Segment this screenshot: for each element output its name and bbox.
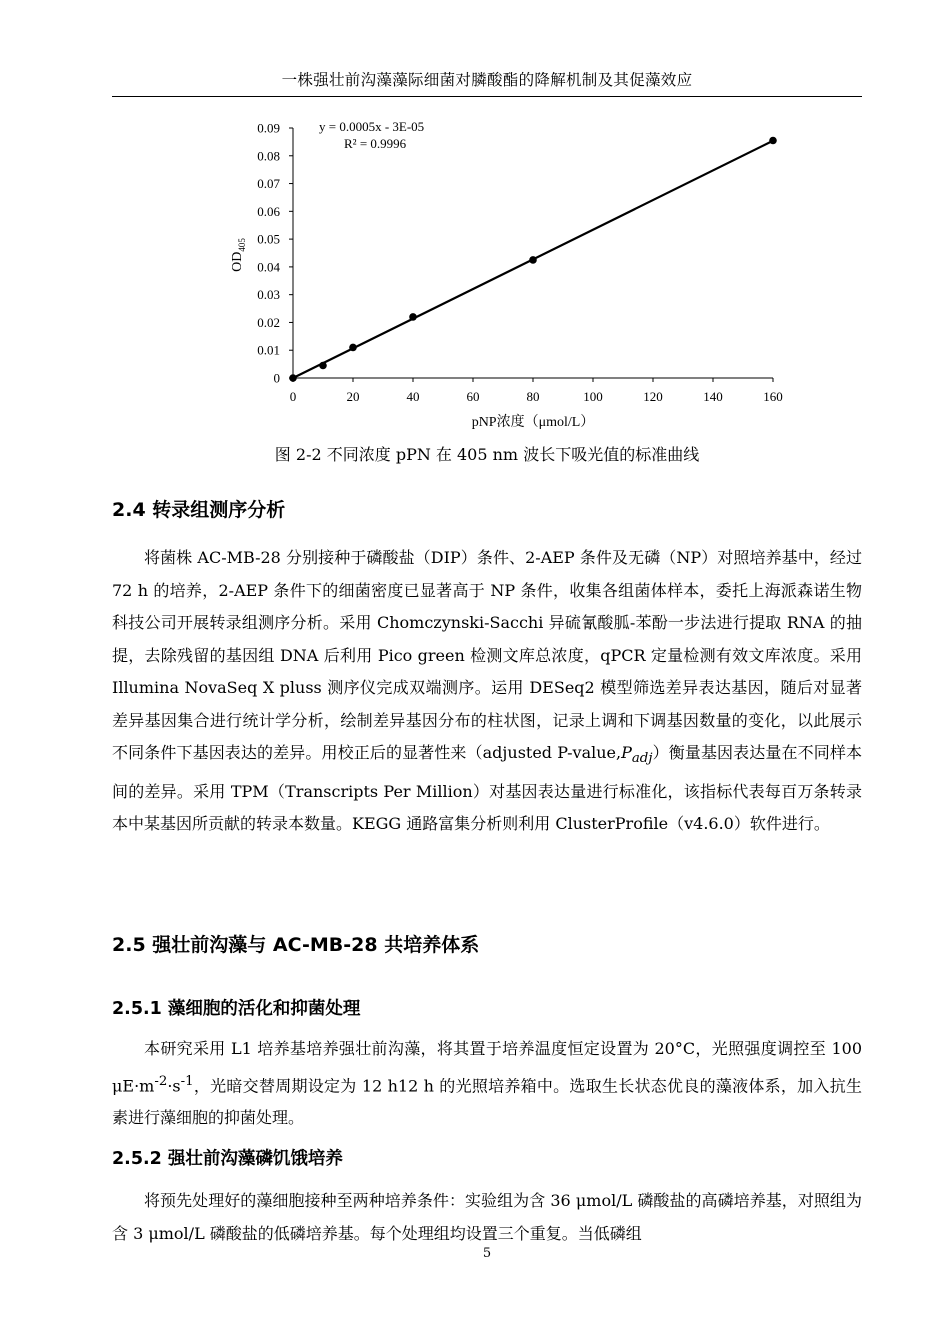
section-heading-2-5-2: 2.5.2 强壮前沟藻磷饥饿培养 — [112, 1149, 343, 1169]
data-point — [349, 344, 357, 352]
standard-curve-chart — [0, 100, 950, 435]
section-heading-2-5-1: 2.5.1 藻细胞的活化和抑菌处理 — [112, 999, 361, 1019]
x-tick-label: 160 — [763, 389, 783, 404]
y-tick-label: 0.03 — [257, 287, 280, 303]
y-tick-label: 0.04 — [257, 259, 280, 275]
x-tick-label: 60 — [466, 389, 480, 404]
x-tick-label: 120 — [643, 389, 663, 404]
data-point — [289, 374, 297, 382]
x-tick-label: 20 — [346, 389, 360, 404]
y-tick-label: 0.01 — [257, 342, 280, 358]
x-tick-label: 0 — [289, 389, 297, 404]
y-tick-label: 0.09 — [257, 120, 280, 136]
y-axis-label: $OD_{405}$ — [230, 238, 247, 272]
page-number: 5 — [482, 1246, 492, 1261]
r-squared-label: R² = 0.9996 — [344, 136, 407, 151]
x-tick-label: 140 — [703, 389, 723, 404]
paragraph-transcriptome: 将菌株 AC-MB-28 分别接种于磷酸盐（DIP）条件、2-AEP 条件及无磷（NP）对照培养基中，经过 72 h 的培养，2-AEP 条件下的细菌密度已显著高于 NP 条件，收集各组菌体样本，委托上海派森诺生物科技公司开展转录组测序分析。采用 Chomczynski-Sacchi 异硫氰酸胍-苯酚一步法进行提取 RNA 的抽提，去除残留的基因组 DNA 后利用 Pico green 检测文库总浓度，qPCR 定量检测有效文库浓度。采用 Illumina NovaSeq X pluss 测序仪完成双端测序。运用 DESeq2 模型筛选差异表达基因，随后对显著差异基因集合进行统计学分析，绘制差异基因分布的柱状图，记录上调和下调基因数量的变化，以此展示不同条件下基因表达的差异。用校正后的显著性来（adjusted $P-value,P_{adj}$）衡量基因表达量在不同样本间的差异。采用 TPM（Transcripts Per Million）对基因表达量进行标准化，该指标代表每百万条转录本中某基因所贡献的转录本数量。KEGG 通路富集分析则利用 ClusterProfile（v4.6.0）软件进行。 — [112, 548, 862, 834]
y-tick-label: 0.07 — [257, 176, 280, 192]
x-tick-label: 80 — [526, 389, 540, 404]
x-tick-label: 100 — [583, 389, 603, 404]
x-tick-label: 40 — [406, 389, 420, 404]
running-header: 一株强壮前沟藻藻际细菌对膦酸酯的降解机制及其促藻效应 — [281, 71, 693, 89]
section-heading-2-4: 2.4 转录组测序分析 — [112, 499, 286, 521]
data-point — [409, 313, 417, 321]
x-axis-label: pNP浓度（μmol/L） — [471, 415, 595, 430]
header-rule — [112, 96, 862, 97]
section-heading-2-5: 2.5 强壮前沟藻与 AC-MB-28 共培养体系 — [112, 934, 480, 956]
paragraph-algae-activation: 本研究采用 L1 培养基培养强壮前沟藻，将其置于培养温度恒定设置为 20°C，光照强度调控至 100 $\mu E\cdot m^{-2}\cdot s^{-1}$，光暗交替周期设定为 12 h12 h 的光照培养箱中。选取生长状态优良的藻液体系，加入抗生素进行藻细胞的抑菌处理。 — [112, 1039, 862, 1128]
y-tick-label: 0.05 — [257, 231, 280, 247]
figure-caption: 图 2-2 不同浓度 pPN 在 405 nm 波长下吸光值的标准曲线 — [274, 445, 700, 464]
paragraph-phosphorus-starvation: 将预先处理好的藻细胞接种至两种培养条件：实验组为含 36 μmol/L 磷酸盐的高磷培养基，对照组为含 3 μmol/L 磷酸盐的低磷培养基。每个处理组均设置三个重复。当低磷组 — [112, 1191, 862, 1243]
data-point — [319, 362, 327, 370]
data-point — [769, 137, 777, 145]
y-tick-label: 0.08 — [257, 148, 280, 164]
y-tick-label: 0 — [273, 370, 280, 386]
y-tick-label: 0.02 — [257, 314, 280, 330]
equation-label: y = 0.0005x - 3E-05 — [319, 119, 425, 134]
y-tick-label: 0.06 — [257, 203, 280, 219]
data-point — [529, 256, 537, 264]
